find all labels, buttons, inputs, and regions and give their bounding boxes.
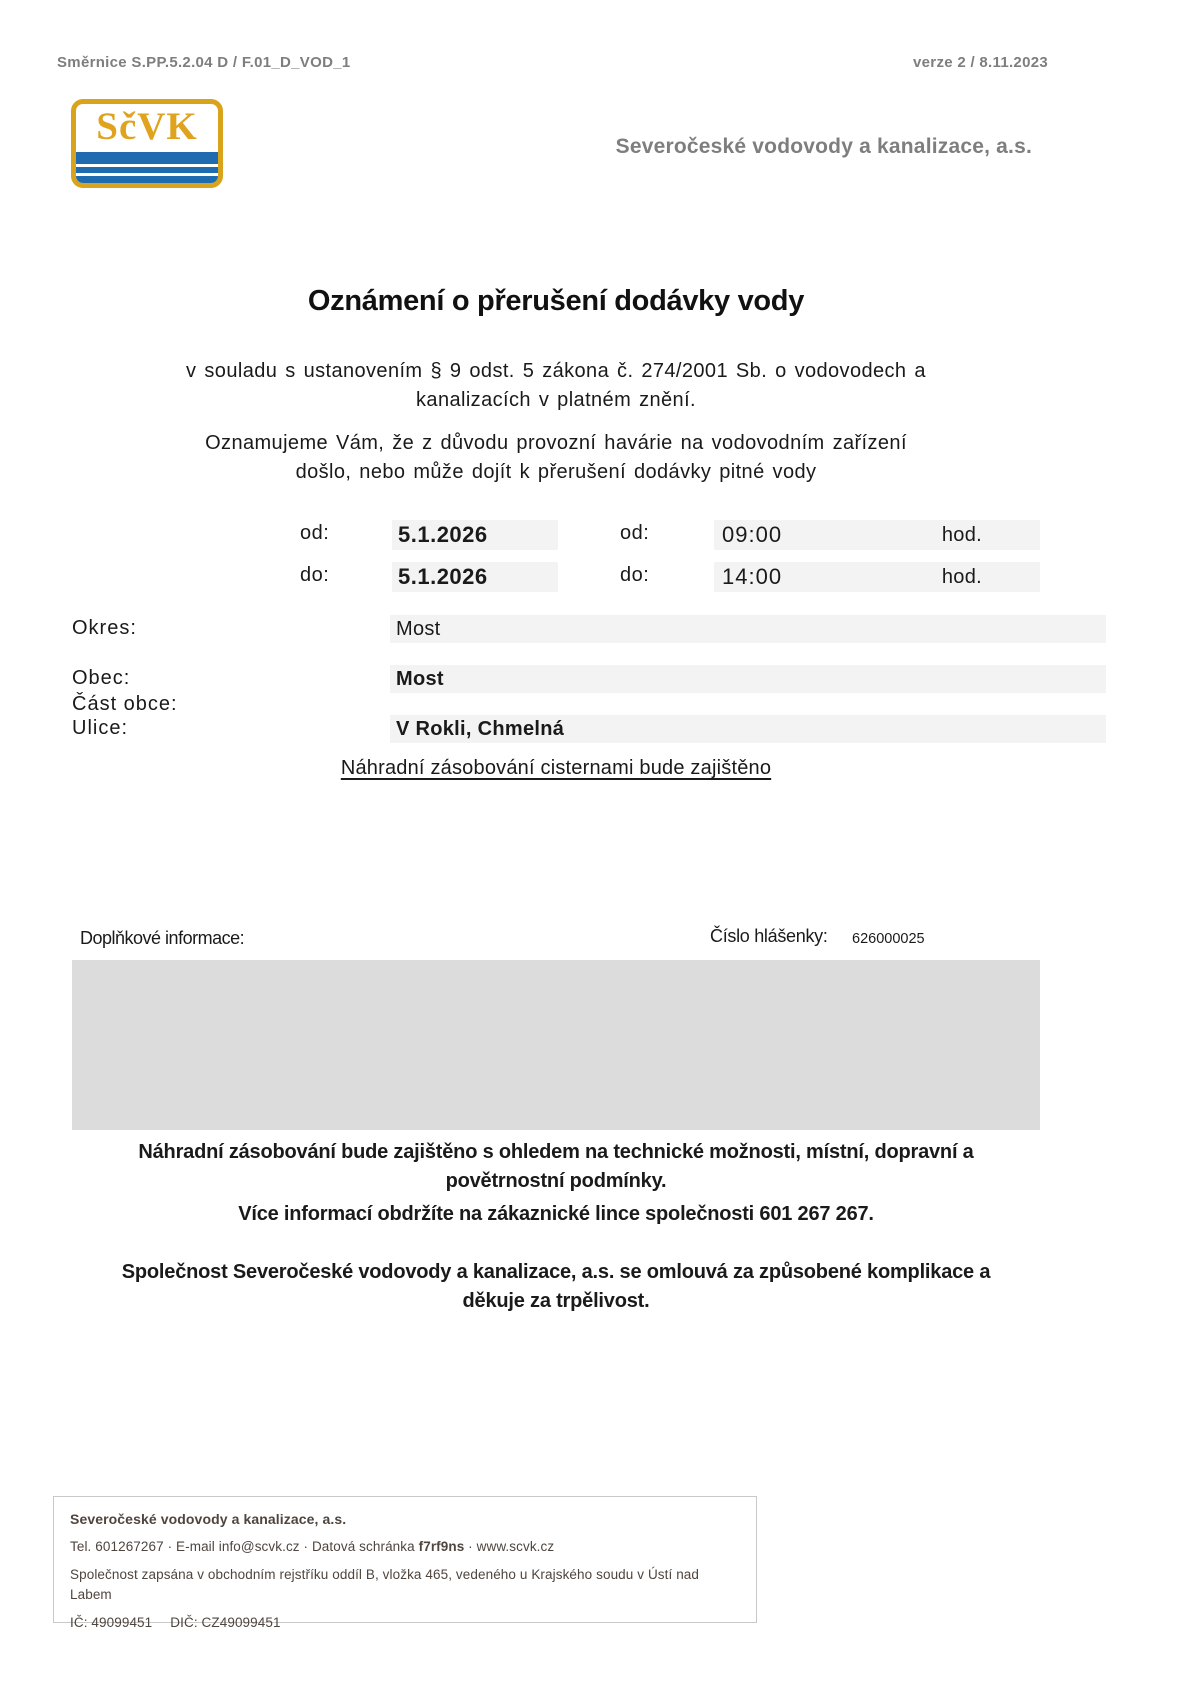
supply-note-line-2: povětrnostní podmínky. bbox=[445, 1170, 667, 1192]
scvk-logo bbox=[71, 99, 223, 188]
street-field bbox=[390, 715, 1106, 743]
municipality-value: Most bbox=[396, 667, 444, 690]
legal-paragraph bbox=[72, 357, 1040, 415]
page-title: Oznámení o přerušení dodávky vody bbox=[307, 285, 805, 317]
scvk-logo-text: SčVK bbox=[96, 105, 198, 148]
supply-note-line-1: Náhradní zásobování bude zajištěno s ohledem na technické možnosti, místní, dopravní a bbox=[138, 1141, 974, 1163]
date-to-label: do: bbox=[300, 564, 330, 586]
district-label: Okres: bbox=[72, 617, 137, 639]
footer-ids bbox=[70, 1613, 740, 1633]
announcement-paragraph bbox=[72, 429, 1040, 487]
apology-note bbox=[72, 1258, 1040, 1316]
footer-ic: IČ: 49099451 bbox=[70, 1615, 153, 1630]
time-from-label: od: bbox=[620, 522, 650, 544]
directive-code: Směrnice S.PP.5.2.04 D / F.01_D_VOD_1 bbox=[57, 54, 351, 71]
substitute-supply-note: Náhradní zásobování cisternami bude zajištěno bbox=[340, 757, 772, 779]
scvk-logo-stripes-icon bbox=[76, 150, 218, 183]
footer-box bbox=[53, 1496, 757, 1630]
district-field bbox=[390, 615, 1106, 643]
time-from-value: 09:00 bbox=[722, 522, 783, 547]
apology-line-1: Společnost Severočeské vodovody a kanalizace, a.s. se omlouvá za způsobené komplikace a bbox=[121, 1261, 991, 1283]
version-label: verze 2 / 8.11.2023 bbox=[913, 54, 1048, 71]
hours-unit-from: hod. bbox=[941, 523, 982, 546]
street-label: Ulice: bbox=[72, 717, 129, 739]
date-from-value: 5.1.2026 bbox=[398, 522, 488, 547]
date-to-value: 5.1.2026 bbox=[398, 564, 488, 589]
customer-line-note: Více informací obdržíte na zákaznické lince společnosti 601 267 267. bbox=[238, 1203, 874, 1225]
footer-company: Severočeské vodovody a kanalizace, a.s. bbox=[70, 1511, 347, 1527]
additional-info-label: Doplňkové informace: bbox=[80, 928, 245, 948]
municipality-field bbox=[390, 665, 1106, 693]
legal-line-2: kanalizacích v platném znění. bbox=[416, 389, 696, 411]
supply-conditions-note bbox=[72, 1138, 1040, 1196]
footer-contact: Tel. 601267267 · E-mail info@scvk.cz · Datová schránka f7rf9ns · www.scvk.cz bbox=[70, 1539, 555, 1554]
date-from-field bbox=[392, 520, 558, 550]
street-value: V Rokli, Chmelná bbox=[396, 717, 565, 740]
report-number-label: Číslo hlášenky: bbox=[710, 926, 828, 946]
hours-unit-to: hod. bbox=[941, 565, 982, 588]
date-to-field bbox=[392, 562, 558, 592]
date-from-label: od: bbox=[300, 522, 330, 544]
municipality-part-label: Část obce: bbox=[72, 693, 178, 715]
municipality-label: Obec: bbox=[72, 667, 131, 689]
footer-registration: Společnost zapsána v obchodním rejstříku oddíl B, vložka 465, vedeného u Krajského soudu v Ústí nad Labem bbox=[70, 1567, 700, 1602]
time-from-field bbox=[714, 520, 1040, 550]
company-name: Severočeské vodovody a kanalizace, a.s. bbox=[615, 135, 1032, 158]
district-value: Most bbox=[396, 617, 441, 640]
report-number-value: 626000025 bbox=[852, 931, 925, 947]
time-to-field bbox=[714, 562, 1040, 592]
time-to-value: 14:00 bbox=[722, 564, 783, 589]
announcement-line-2: došlo, nebo může dojít k přerušení dodávky pitné vody bbox=[295, 461, 817, 483]
additional-info-box bbox=[72, 960, 1040, 1130]
announcement-line-1: Oznamujeme Vám, že z důvodu provozní havárie na vodovodním zařízení bbox=[205, 432, 907, 454]
legal-line-1: v souladu s ustanovením § 9 odst. 5 zákona č. 274/2001 Sb. o vodovodech a bbox=[186, 360, 926, 382]
apology-line-2: děkuje za trpělivost. bbox=[462, 1290, 650, 1312]
time-to-label: do: bbox=[620, 564, 650, 586]
footer-dic: DIČ: CZ49099451 bbox=[170, 1615, 281, 1630]
footer-databox: f7rf9ns bbox=[418, 1539, 465, 1554]
